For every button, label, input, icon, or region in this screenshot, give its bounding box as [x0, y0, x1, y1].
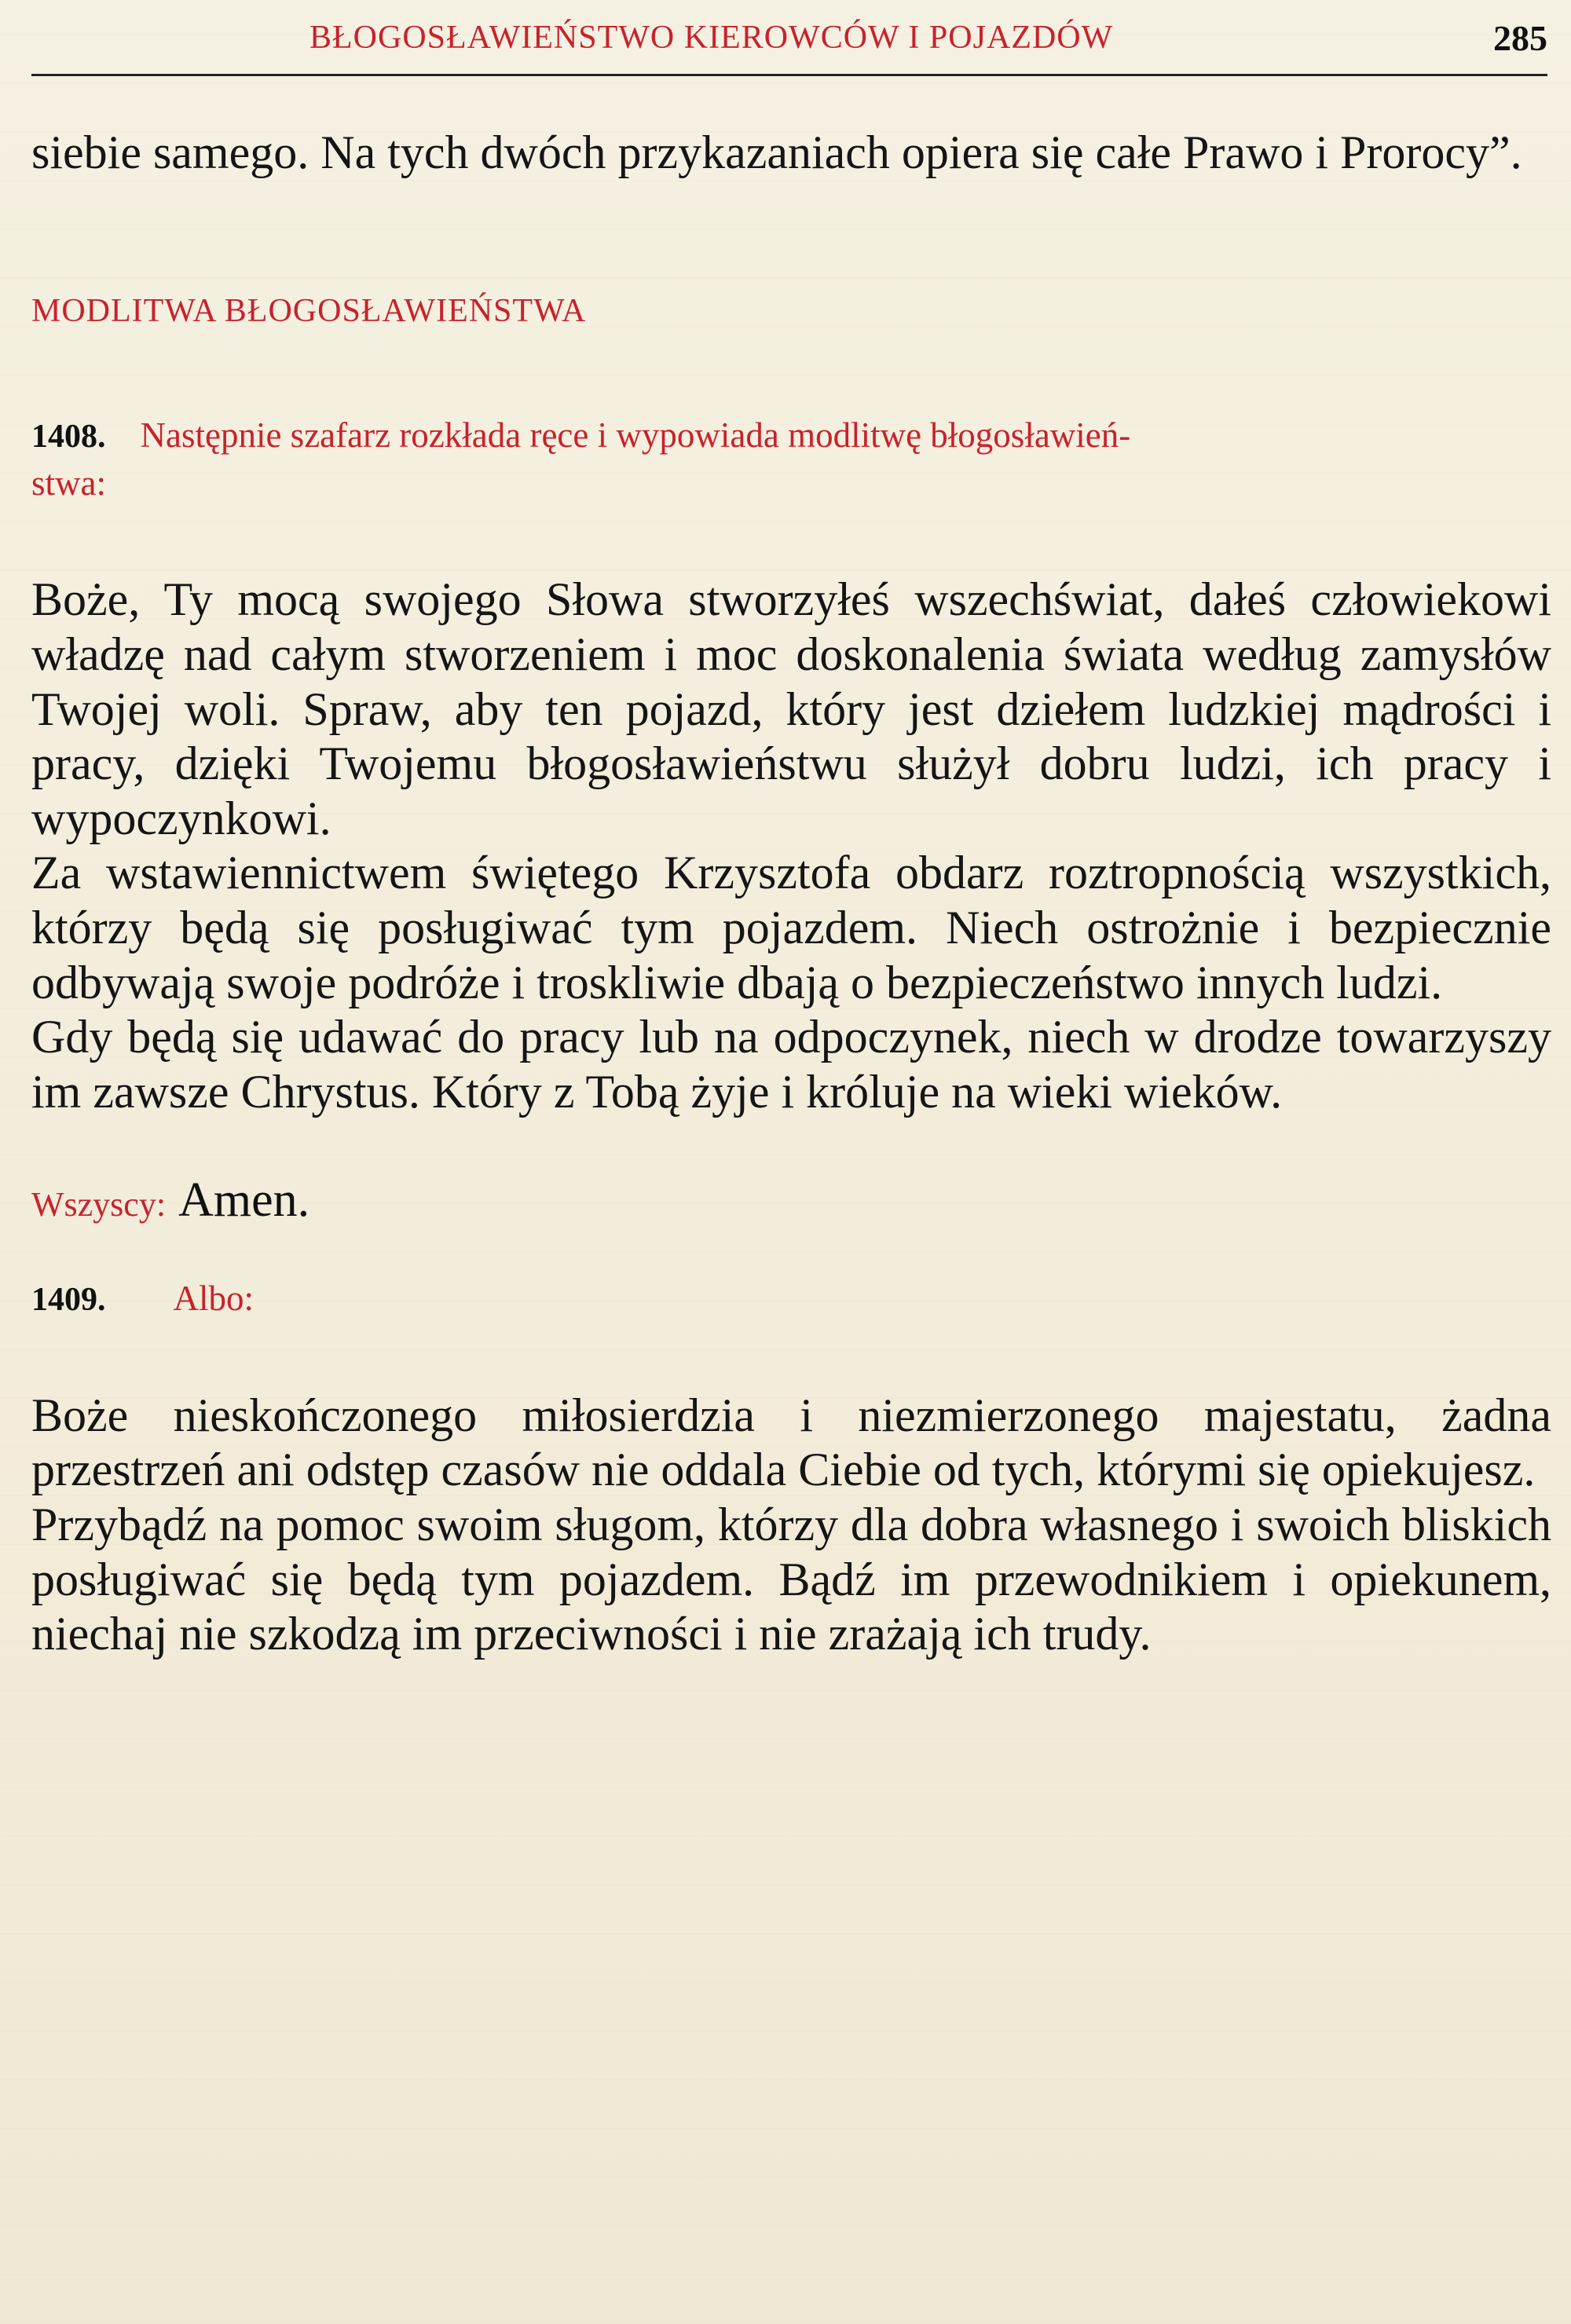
response-1408: [31, 1173, 1551, 1228]
prayer-1408-paragraph-1: Boże, Ty mocą swojego Słowa stworzyłeś wszechświat, dałeś człowiekowi władzę nad całym stworzeniem i moc doskonalenia świata według zamysłów Twojej woli. Spraw, aby ten pojazd, który jest dziełem ludzkiej mądrości i pracy, dzięki Twojemu błogosławieństwu służył dobru ludzi, ich pracy i wypoczynkowi.: [31, 573, 1551, 844]
prayer-1408: [31, 573, 1551, 1119]
entry-number-1408: 1408.: [31, 418, 106, 455]
rubric-1408-text: Następnie szafarz rozkłada ręce i wypowiada modlitwę błogosławień-: [140, 415, 1131, 455]
intro-paragraph: siebie samego. Na tych dwóch przykazaniach opiera się całe Prawo i Prorocy”.: [31, 126, 1522, 178]
rubric-1409-line: [31, 1275, 1551, 1322]
header-rule: [31, 74, 1547, 76]
running-head-title: BŁOGOSŁAWIEŃSTWO KIEROWCÓW I POJAZDÓW: [309, 20, 1114, 56]
prayer-1409-paragraph-1: Boże nieskończonego miłosierdzia i niezmierzonego majestatu, żadna przestrzeń ani odstęp czasów nie oddala Ciebie od tych, którymi się opiekujesz.: [31, 1389, 1551, 1496]
response-label: Wszyscy:: [31, 1185, 167, 1224]
section-title: MODLITWA BŁOGOSŁAWIEŃSTWA: [31, 292, 587, 329]
rubric-1409: [31, 1275, 1551, 1322]
prayer-1408-paragraph-3: Gdy będą się udawać do pracy lub na odpoczynek, niech w drodze towarzyszy im zawsze Chrystus. Który z Tobą żyje i króluje na wieki wieków.: [31, 1011, 1551, 1118]
page-number: 285: [1493, 18, 1547, 58]
prayer-1409: [31, 1389, 1551, 1662]
prayer-1408-paragraph-2: Za wstawiennictwem świętego Krzysztofa obdarz roztropnością wszystkich, którzy będą się posługiwać tym pojazdem. Niech ostrożnie i bezpiecznie odbywają swoje podróże i troskliwie dbają o bezpieczeństwo innych ludzi.: [31, 847, 1551, 1008]
rubric-1408: [31, 412, 1551, 507]
page-content: [31, 126, 1551, 1662]
rubric-1408-continuation: stwa:: [31, 463, 106, 503]
prayer-1409-paragraph-2: Przybądź na pomoc swoim sługom, którzy dla dobra własnego i swoich bliskich posługiwać się będą tym pojazdem. Bądź im przewodnikiem i opiekunem, niechaj nie szkodzą im przeciwności i nie zrażają ich trudy.: [31, 1498, 1551, 1660]
response-text: Amen.: [178, 1173, 310, 1228]
rubric-1409-text: Albo:: [173, 1279, 255, 1319]
rubric-1408-line: [31, 412, 1551, 459]
running-head: [31, 9, 1547, 71]
entry-number-1409: 1409.: [31, 1282, 106, 1319]
